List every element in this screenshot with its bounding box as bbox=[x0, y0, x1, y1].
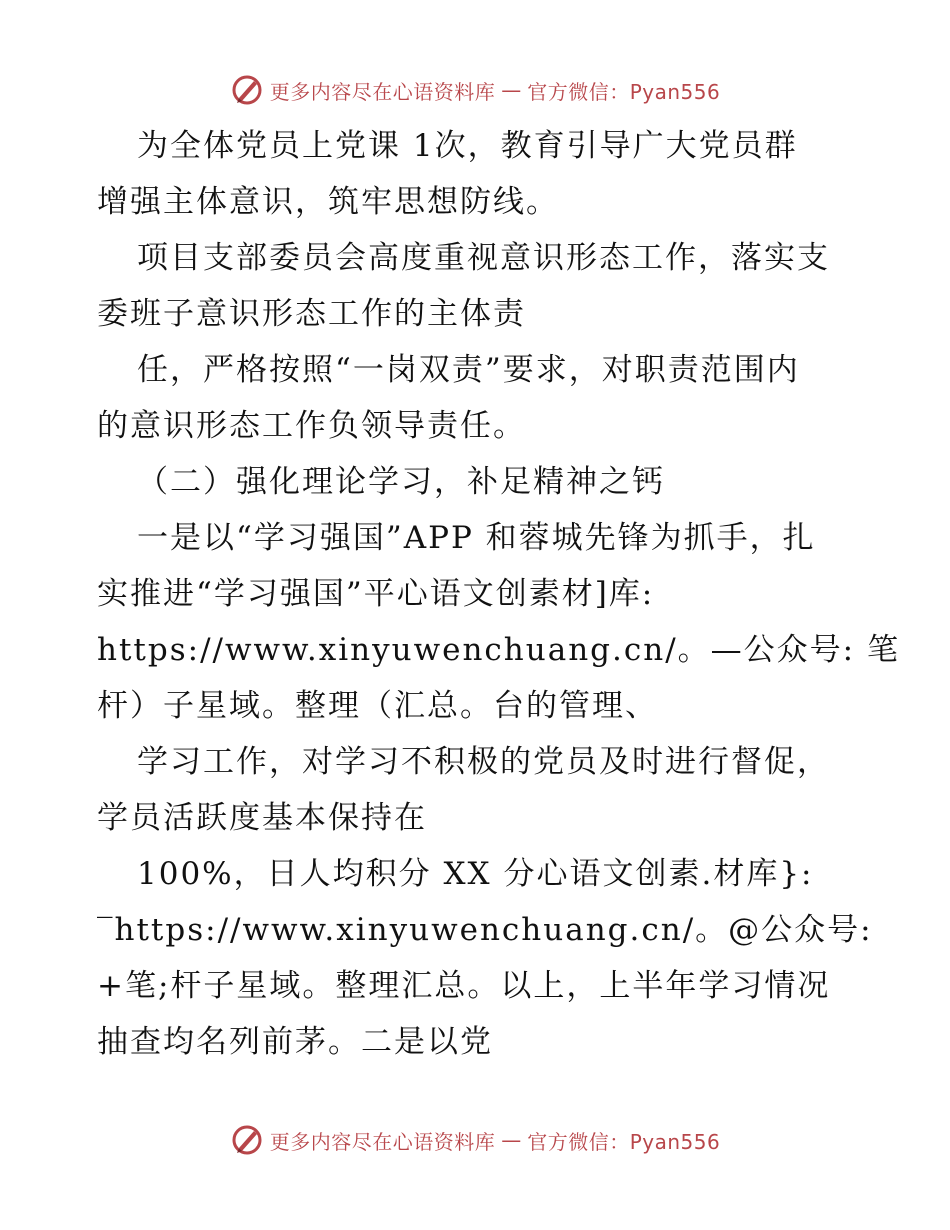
paragraph-line: 委班子意识形态工作的主体责 bbox=[97, 296, 526, 332]
paragraph-line: 任，严格按照“一岗双责”要求，对职责范围内 bbox=[137, 352, 800, 388]
footer-watermark bbox=[0, 1120, 950, 1160]
paragraph-line: 学员活跃度基本保持在 bbox=[97, 800, 427, 836]
paragraph-line: 增强主体意识，筑牢思想防线。 bbox=[97, 184, 559, 220]
pen-logo-icon bbox=[230, 1123, 264, 1157]
paragraph-line: 的意识形态工作负领导责任。 bbox=[97, 408, 526, 444]
paragraph-line: 项目支部委员会高度重视意识形态工作，落实支 bbox=[137, 240, 830, 276]
paragraph-line: 100%，日人均积分 XX 分心语文创素.材库}: bbox=[137, 856, 814, 892]
watermark-suffix: 官方微信：Pyan556 bbox=[527, 1129, 721, 1154]
paragraph-line: 实推进“学习强国”平心语文创素材]库: bbox=[97, 576, 655, 612]
watermark-text: 更多内容尽在心语资料库 bbox=[269, 1129, 496, 1154]
paragraph-line: 学习工作，对学习不积极的党员及时进行督促， bbox=[137, 744, 830, 780]
paragraph-line: 抽查均名列前茅。二是以党 bbox=[97, 1024, 493, 1060]
url-line: https://www.xinyuwenchuang.cn/。—公众号: 笔 bbox=[97, 632, 900, 668]
watermark-text: 更多内容尽在心语资料库 bbox=[269, 79, 496, 104]
url-line: ‾https://www.xinyuwenchuang.cn/。@公众号: bbox=[97, 912, 873, 948]
watermark-separator: — bbox=[501, 1128, 522, 1152]
paragraph-line: 一是以“学习强国”APP 和蓉城先锋为抓手，扎 bbox=[137, 520, 816, 556]
header-watermark bbox=[0, 70, 950, 110]
watermark-separator: — bbox=[501, 78, 522, 102]
paragraph-line: 杆）子星域。整理（汇总。台的管理、 bbox=[97, 688, 658, 724]
paragraph-line: +笔;杆子星域。整理汇总。以上，上半年学习情况 bbox=[97, 968, 831, 1004]
paragraph-line: 为全体党员上党课 1次，教育引导广大党员群 bbox=[137, 128, 798, 164]
section-heading: （二）强化理论学习，补足精神之钙 bbox=[137, 464, 665, 500]
pen-logo-icon bbox=[230, 73, 264, 107]
document-body bbox=[97, 118, 900, 1070]
watermark-suffix: 官方微信：Pyan556 bbox=[527, 79, 721, 104]
